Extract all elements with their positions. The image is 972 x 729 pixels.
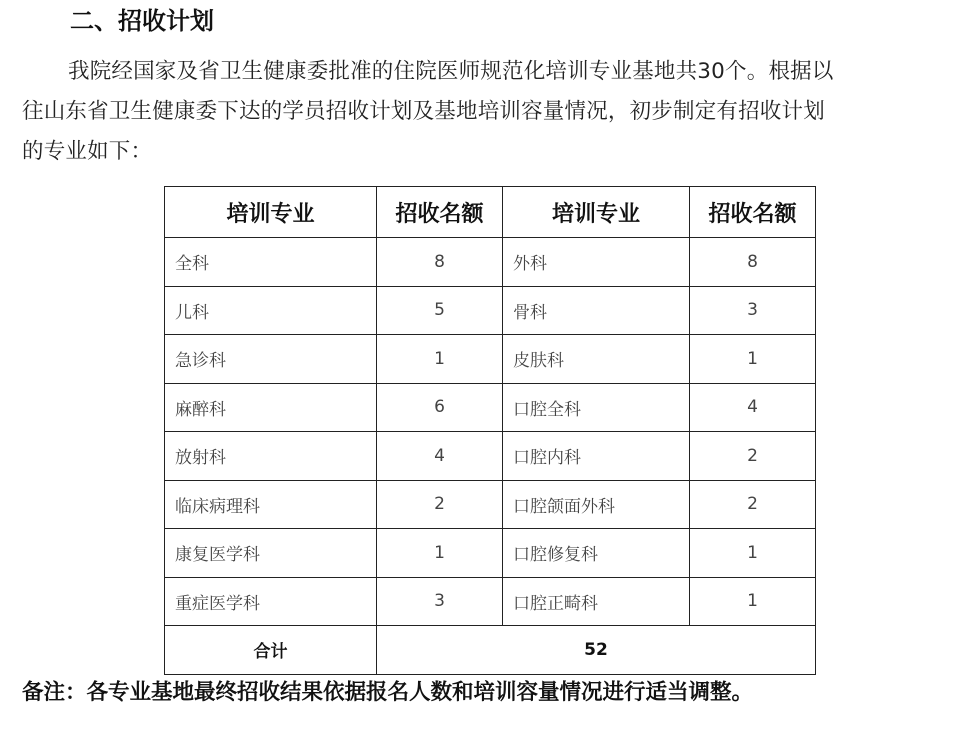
total-label: 合计 [165, 626, 377, 675]
major-cell: 外科 [503, 238, 690, 287]
quota-cell: 5 [377, 286, 503, 335]
quota-cell: 8 [690, 238, 816, 287]
quota-cell: 3 [377, 577, 503, 626]
major-cell: 重症医学科 [165, 577, 377, 626]
major-cell: 皮肤科 [503, 335, 690, 384]
quota-cell: 4 [377, 432, 503, 481]
table-row [165, 238, 816, 287]
major-cell: 康复医学科 [165, 529, 377, 578]
intro-line-2: 往山东省卫生健康委下达的学员招收计划及基地培训容量情况，初步制定有招收计划 [22, 99, 825, 124]
table-row [165, 480, 816, 529]
total-row [165, 626, 816, 675]
quota-cell: 1 [690, 529, 816, 578]
table-row [165, 383, 816, 432]
intro-paragraph [22, 52, 952, 172]
header-quota-b: 招收名额 [690, 187, 816, 238]
quota-cell: 4 [690, 383, 816, 432]
quota-cell: 1 [377, 335, 503, 384]
table-header-row [165, 187, 816, 238]
section-heading: 二、招收计划 [70, 7, 214, 35]
table-row [165, 529, 816, 578]
quota-cell: 1 [690, 577, 816, 626]
quota-cell: 2 [690, 432, 816, 481]
quota-cell: 1 [377, 529, 503, 578]
header-quota-a: 招收名额 [377, 187, 503, 238]
quota-cell: 8 [377, 238, 503, 287]
quota-cell: 6 [377, 383, 503, 432]
header-major-a: 培训专业 [165, 187, 377, 238]
major-cell: 临床病理科 [165, 480, 377, 529]
major-cell: 儿科 [165, 286, 377, 335]
major-cell: 口腔正畸科 [503, 577, 690, 626]
major-cell: 口腔内科 [503, 432, 690, 481]
table-row [165, 577, 816, 626]
major-cell: 急诊科 [165, 335, 377, 384]
intro-line-1: 我院经国家及省卫生健康委批准的住院医师规范化培训专业基地共30个。根据以 [68, 59, 834, 84]
table-row [165, 286, 816, 335]
quota-cell: 2 [690, 480, 816, 529]
major-cell: 口腔颌面外科 [503, 480, 690, 529]
total-value: 52 [377, 626, 816, 675]
major-cell: 口腔修复科 [503, 529, 690, 578]
major-cell: 全科 [165, 238, 377, 287]
major-cell: 骨科 [503, 286, 690, 335]
quota-cell: 1 [690, 335, 816, 384]
quota-cell: 3 [690, 286, 816, 335]
header-major-b: 培训专业 [503, 187, 690, 238]
table-row [165, 432, 816, 481]
remark-note: 备注：各专业基地最终招收结果依据报名人数和培训容量情况进行适当调整。 [22, 680, 754, 705]
quota-cell: 2 [377, 480, 503, 529]
major-cell: 口腔全科 [503, 383, 690, 432]
major-cell: 麻醉科 [165, 383, 377, 432]
table-row [165, 335, 816, 384]
enrollment-plan-table [164, 186, 816, 675]
intro-line-3: 的专业如下： [22, 139, 153, 164]
major-cell: 放射科 [165, 432, 377, 481]
